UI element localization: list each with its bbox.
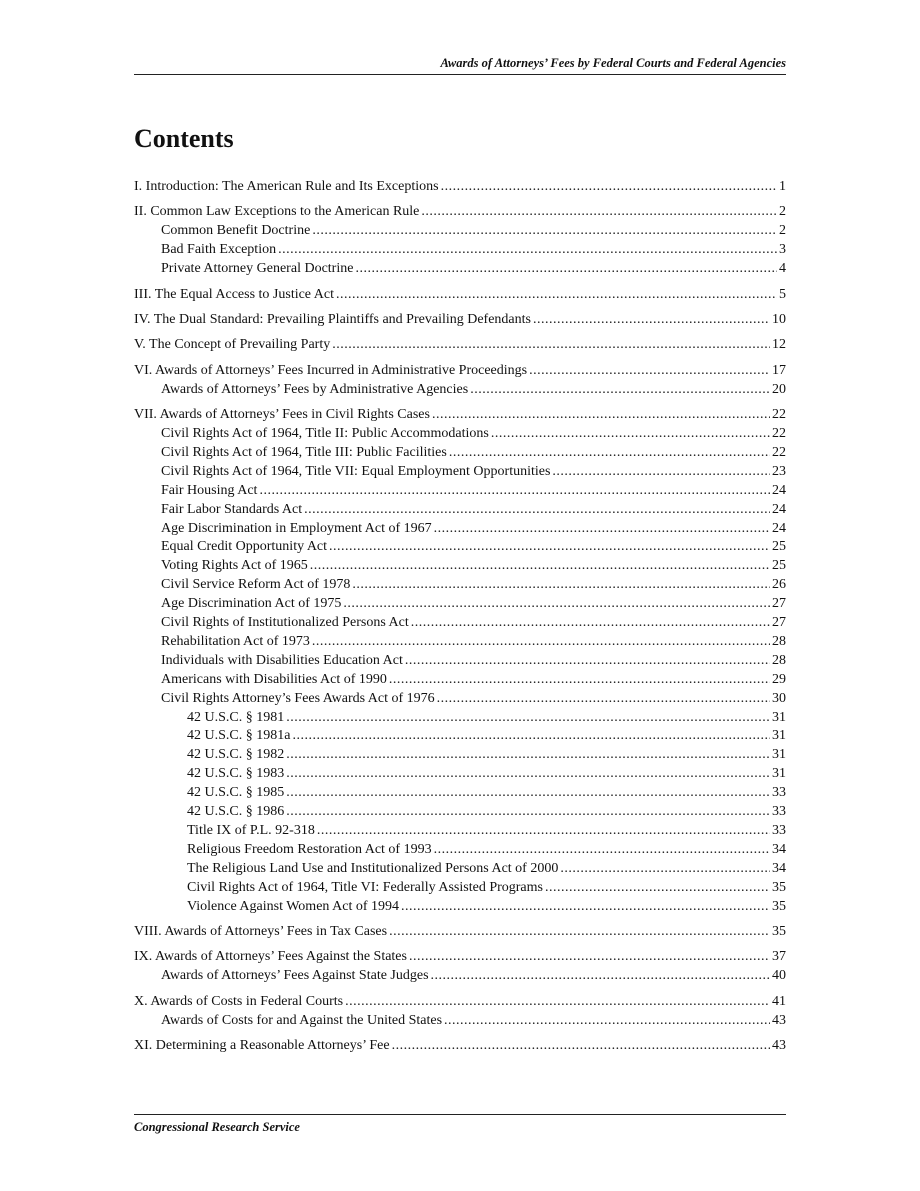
dot-leader [286, 765, 770, 784]
dot-leader [401, 898, 770, 917]
toc-entry-page: 27 [772, 596, 786, 612]
toc-entry-page: 24 [772, 482, 786, 498]
toc-entry[interactable] [134, 690, 786, 709]
toc-entry[interactable] [134, 538, 786, 557]
toc-entry-page: 40 [772, 968, 786, 984]
toc-entry[interactable] [134, 463, 786, 482]
toc-entry-title: Civil Service Reform Act of 1978 [161, 577, 351, 593]
dot-leader [310, 557, 770, 576]
dot-leader [552, 463, 770, 482]
dot-leader [431, 967, 770, 986]
toc-entry[interactable] [134, 822, 786, 841]
dot-leader [560, 860, 770, 879]
toc-entry[interactable] [134, 260, 786, 279]
toc-entry-title: Awards of Costs for and Against the United States [161, 1012, 443, 1028]
toc-entry[interactable] [134, 362, 786, 381]
dot-leader [259, 482, 770, 501]
toc-entry[interactable] [134, 444, 786, 463]
toc-entry-title: Equal Credit Opportunity Act [161, 539, 328, 555]
toc-entry[interactable] [134, 727, 786, 746]
toc-entry-page: 1 [779, 179, 786, 194]
toc-entry-title: IV. The Dual Standard: Prevailing Plaintiffs and Prevailing Defendants [134, 311, 531, 327]
toc-entry-page: 43 [772, 1038, 786, 1054]
toc-entry-page: 43 [772, 1012, 786, 1028]
page-footer: Congressional Research Service [134, 1114, 786, 1135]
toc-entry-page: 4 [779, 261, 786, 277]
toc-entry[interactable] [134, 520, 786, 539]
toc-entry-page: 34 [772, 841, 786, 857]
toc-entry-page: 31 [772, 709, 786, 725]
dot-leader [304, 501, 770, 520]
toc-entry-title: Individuals with Disabilities Education Act [161, 652, 403, 668]
dot-leader [312, 222, 777, 241]
dot-leader [329, 538, 770, 557]
dot-leader [336, 286, 777, 305]
toc-entry-title: Rehabilitation Act of 1973 [161, 633, 310, 649]
toc-entry-page: 33 [772, 804, 786, 820]
toc-entry[interactable] [134, 1037, 786, 1056]
toc-entry[interactable] [134, 993, 786, 1012]
toc-entry[interactable] [134, 311, 786, 330]
toc-entry-page: 20 [772, 381, 786, 397]
toc-entry-page: 34 [772, 860, 786, 876]
toc-entry[interactable] [134, 860, 786, 879]
toc-entry[interactable] [134, 595, 786, 614]
toc-entry-title: Common Benefit Doctrine [161, 223, 311, 239]
toc-entry-page: 12 [772, 337, 786, 353]
toc-entry-title: Fair Housing Act [161, 482, 258, 498]
toc-entry-page: 5 [779, 286, 786, 302]
toc-entry-title: The Religious Land Use and Institutionalized Persons Act of 2000 [187, 860, 559, 876]
toc-entry[interactable] [134, 671, 786, 690]
toc-entry-title: V. The Concept of Prevailing Party [134, 337, 331, 353]
toc-entry[interactable] [134, 336, 786, 355]
toc-entry-title: Title IX of P.L. 92-318 [187, 823, 315, 838]
toc-entry[interactable] [134, 948, 786, 967]
toc-entry-page: 10 [772, 311, 786, 327]
dot-leader [411, 614, 770, 633]
toc-entry[interactable] [134, 967, 786, 986]
dot-leader [533, 311, 770, 330]
toc-entry[interactable] [134, 241, 786, 260]
toc-entry-page: 37 [772, 949, 786, 965]
toc-entry-page: 28 [772, 652, 786, 668]
toc-entry[interactable] [134, 898, 786, 917]
dot-leader [292, 727, 770, 746]
toc-entry-title: Age Discrimination in Employment Act of 1967 [161, 520, 432, 536]
toc-entry[interactable] [134, 614, 786, 633]
dot-leader [278, 241, 777, 260]
toc-entry[interactable] [134, 406, 786, 425]
toc-entry-title: Voting Rights Act of 1965 [161, 558, 308, 574]
dot-leader [286, 803, 770, 822]
toc-entry[interactable] [134, 652, 786, 671]
toc-entry-title: Americans with Disabilities Act of 1990 [161, 671, 387, 687]
toc-entry-title: VI. Awards of Attorneys’ Fees Incurred in Administrative Proceedings [134, 362, 528, 378]
dot-leader [444, 1012, 770, 1031]
toc-entry-title: Civil Rights Act of 1964, Title III: Public Facilities [161, 444, 447, 460]
toc-entry-page: 22 [772, 425, 786, 441]
toc-entry-title: Violence Against Women Act of 1994 [187, 898, 400, 914]
toc-entry-title: Civil Rights Act of 1964, Title VI: Federally Assisted Programs [187, 879, 543, 895]
dot-leader [432, 406, 770, 425]
toc-entry-page: 25 [772, 539, 786, 555]
toc-entry-title: II. Common Law Exceptions to the American Rule [134, 204, 420, 220]
toc-entry-title: Private Attorney General Doctrine [161, 261, 354, 277]
toc-entry-page: 31 [772, 766, 786, 782]
toc-entry-page: 35 [772, 924, 786, 940]
toc-entry-page: 22 [772, 407, 786, 423]
toc-entry[interactable] [134, 633, 786, 652]
page-title: Contents [134, 124, 234, 153]
dot-leader [434, 841, 770, 860]
dot-leader [441, 178, 777, 197]
toc-entry-page: 33 [772, 785, 786, 801]
toc-entry-page: 3 [779, 242, 786, 258]
toc-entry-title: Awards of Attorneys’ Fees by Administrative Agencies [161, 381, 469, 397]
toc-entry-title: Fair Labor Standards Act [161, 501, 303, 517]
toc-entry[interactable] [134, 425, 786, 444]
toc-entry-page: 25 [772, 558, 786, 574]
toc-entry[interactable] [134, 803, 786, 822]
toc-entry-title: 42 U.S.C. § 1985 [187, 785, 285, 801]
toc-entry-title: Religious Freedom Restoration Act of 1993 [187, 841, 432, 857]
toc-entry-page: 35 [772, 898, 786, 914]
dot-leader [352, 576, 770, 595]
toc-entry-title: 42 U.S.C. § 1982 [187, 747, 285, 763]
toc-entry[interactable] [134, 178, 786, 197]
toc-entry-page: 30 [772, 690, 786, 706]
dot-leader [405, 652, 770, 671]
toc-entry-page: 35 [772, 879, 786, 895]
dot-leader [470, 381, 770, 400]
toc-entry-page: 2 [779, 204, 786, 220]
toc-entry-title: 42 U.S.C. § 1981 [187, 709, 285, 725]
toc-entry-title: X. Awards of Costs in Federal Courts [134, 993, 344, 1009]
dot-leader [409, 948, 770, 967]
dot-leader [529, 362, 770, 381]
toc-entry-title: Civil Rights of Institutionalized Persons Act [161, 615, 409, 631]
toc-entry-page: 27 [772, 615, 786, 631]
toc-entry-page: 31 [772, 728, 786, 744]
toc-entry-page: 17 [772, 362, 786, 378]
toc-entry-title: Civil Rights Act of 1964, Title II: Public Accommodations [161, 425, 489, 441]
toc-entry[interactable] [134, 286, 786, 305]
toc-entry[interactable] [134, 923, 786, 942]
toc-entry[interactable] [134, 1012, 786, 1031]
toc-entry-page: 28 [772, 633, 786, 649]
dot-leader [389, 923, 770, 942]
toc-entry[interactable] [134, 709, 786, 728]
toc-entry-title: Age Discrimination Act of 1975 [161, 596, 342, 612]
toc-entry[interactable] [134, 381, 786, 400]
toc-entry-page: 23 [772, 463, 786, 479]
toc-entry[interactable] [134, 841, 786, 860]
toc-entry[interactable] [134, 746, 786, 765]
toc-entry-title: VII. Awards of Attorneys’ Fees in Civil Rights Cases [134, 407, 430, 423]
dot-leader [389, 671, 770, 690]
dot-leader [343, 595, 770, 614]
toc-entry-page: 26 [772, 577, 786, 593]
toc-entry-page: 29 [772, 671, 786, 687]
dot-leader [286, 784, 770, 803]
dot-leader [545, 879, 770, 898]
toc-entry-title: Bad Faith Exception [161, 242, 277, 258]
toc-entry-title: 42 U.S.C. § 1986 [187, 804, 285, 820]
dot-leader [392, 1037, 770, 1056]
toc-entry-title: Awards of Attorneys’ Fees Against State Judges [161, 968, 429, 984]
toc-entry-page: 22 [772, 444, 786, 460]
toc-entry[interactable] [134, 879, 786, 898]
dot-leader [434, 520, 770, 539]
dot-leader [332, 336, 770, 355]
toc-entry-page: 33 [772, 823, 786, 838]
toc-entry-title: 42 U.S.C. § 1981a [187, 728, 291, 744]
toc-entry-page: 24 [772, 520, 786, 536]
toc-entry-page: 31 [772, 747, 786, 763]
toc-entry[interactable] [134, 576, 786, 595]
toc-entry-page: 2 [779, 223, 786, 239]
dot-leader [421, 203, 777, 222]
dot-leader [312, 633, 770, 652]
dot-leader [437, 690, 770, 709]
dot-leader [286, 709, 770, 728]
dot-leader [355, 260, 777, 279]
toc-entry[interactable] [134, 765, 786, 784]
dot-leader [286, 746, 770, 765]
toc-entry[interactable] [134, 482, 786, 501]
toc-entry-title: Civil Rights Act of 1964, Title VII: Equal Employment Opportunities [161, 463, 551, 479]
toc-entry-title: IX. Awards of Attorneys’ Fees Against the States [134, 949, 407, 965]
dot-leader [317, 822, 770, 841]
toc-entry-title: Civil Rights Attorney’s Fees Awards Act of 1976 [161, 690, 435, 706]
toc-entry-page: 41 [772, 993, 786, 1009]
toc-entry-title: XI. Determining a Reasonable Attorneys’ Fee [134, 1038, 390, 1054]
dot-leader [449, 444, 770, 463]
table-of-contents [134, 178, 786, 1056]
toc-entry-title: III. The Equal Access to Justice Act [134, 286, 334, 302]
toc-entry-page: 24 [772, 501, 786, 517]
toc-entry-title: I. Introduction: The American Rule and Its Exceptions [134, 179, 439, 194]
toc-entry[interactable] [134, 222, 786, 241]
running-header: Awards of Attorneys’ Fees by Federal Courts and Federal Agencies [134, 56, 786, 75]
dot-leader [491, 425, 770, 444]
toc-entry[interactable] [134, 784, 786, 803]
toc-entry-title: VIII. Awards of Attorneys’ Fees in Tax Cases [134, 924, 388, 940]
toc-entry-title: 42 U.S.C. § 1983 [187, 766, 285, 782]
toc-entry[interactable] [134, 203, 786, 222]
dot-leader [345, 993, 770, 1012]
toc-entry[interactable] [134, 501, 786, 520]
toc-entry[interactable] [134, 557, 786, 576]
